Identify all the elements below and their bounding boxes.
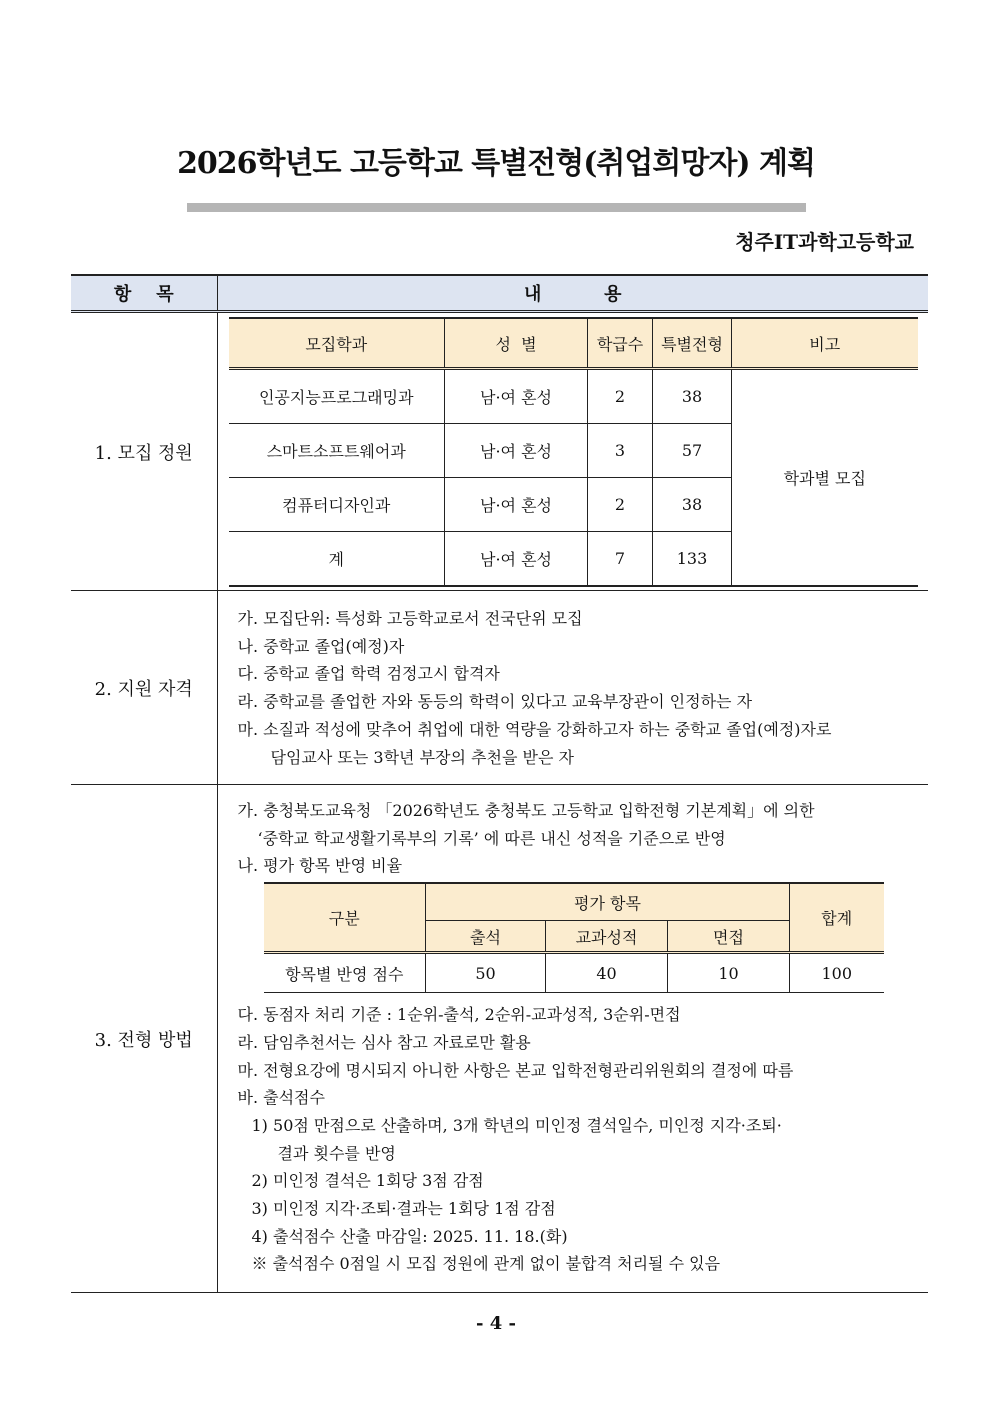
gender-cell: 남·여 혼성 <box>445 369 588 424</box>
special-count-cell: 57 <box>653 424 732 478</box>
section-label: 3. 전형 방법 <box>71 785 217 1293</box>
list-item: 나. 중학교 졸업(예정)자 <box>237 636 405 656</box>
list-item: 결과 횟수를 반영 <box>277 1143 396 1163</box>
list-item: 다. 동점자 처리 기준 : 1순위-출석, 2순위-교과성적, 3순위-면접 <box>237 1005 681 1025</box>
gender-cell: 남·여 혼성 <box>445 424 588 478</box>
section-eligibility <box>71 591 928 785</box>
header-item: 항 목 <box>71 275 217 312</box>
col-header: 비고 <box>732 318 918 369</box>
col-header: 특별전형 <box>653 318 732 369</box>
section-label: 1. 모집 정원 <box>71 312 217 591</box>
eval-header-total: 합계 <box>790 883 884 953</box>
class-count-cell: 3 <box>588 424 653 478</box>
section-label: 2. 지원 자격 <box>71 591 217 785</box>
dept-cell: 컴퓨터디자인과 <box>229 478 445 532</box>
class-count-cell: 2 <box>588 478 653 532</box>
special-count-cell: 133 <box>653 532 732 587</box>
table-row <box>264 953 884 993</box>
recruitment-table <box>229 317 918 587</box>
list-item: 라. 담임추천서는 심사 참고 자료로만 활용 <box>237 1032 531 1052</box>
list-item: 마. 소질과 적성에 맞추어 취업에 대한 역량을 강화하고자 하는 중학교 졸업(예정)자로 <box>237 719 832 739</box>
list-item: 바. 출석점수 <box>237 1088 325 1108</box>
col-header: 학급수 <box>588 318 653 369</box>
eval-value: 10 <box>668 953 790 993</box>
header-content: 내 용 <box>217 275 928 312</box>
list-item: 1) 50점 만점으로 산출하며, 3개 학년의 미인정 결석일수, 미인정 지각·조퇴· <box>251 1115 782 1135</box>
notice-item: ※ 출석점수 0점일 시 모집 정원에 관계 없이 불합격 처리될 수 있음 <box>251 1254 721 1274</box>
list-item: 마. 전형요강에 명시되지 아니한 사항은 본교 입학전형관리위원회의 결정에 따름 <box>237 1060 794 1080</box>
list-item: 라. 중학교를 졸업한 자와 동등의 학력이 있다고 교육부장관이 인정하는 자 <box>237 692 753 712</box>
eval-header-items: 평가 항목 <box>426 883 790 921</box>
page-number: - 4 - <box>476 1313 516 1334</box>
plan-table <box>71 274 928 1293</box>
dept-cell: 인공지능프로그래밍과 <box>229 369 445 424</box>
eval-value: 100 <box>790 953 884 993</box>
gender-cell: 남·여 혼성 <box>445 478 588 532</box>
list-item: ‘중학교 학교생활기록부의 기록’ 에 따른 내신 성적을 기준으로 반영 <box>257 828 726 848</box>
recruitment-header-row <box>229 318 918 369</box>
class-count-cell: 2 <box>588 369 653 424</box>
list-item: 가. 충청북도교육청 「2026학년도 충청북도 고등학교 입학전형 기본계획」에 의한 <box>237 801 815 820</box>
gender-cell: 남·여 혼성 <box>445 532 588 587</box>
evaluation-table <box>264 882 884 993</box>
eval-value: 50 <box>426 953 546 993</box>
list-item: 3) 미인정 지각·조퇴·결과는 1회당 1점 감점 <box>251 1199 556 1219</box>
eval-value: 40 <box>546 953 668 993</box>
dept-cell: 스마트소프트웨어과 <box>229 424 445 478</box>
eval-subheader: 출석 <box>426 921 546 953</box>
list-item: 나. 평가 항목 반영 비율 <box>237 856 403 876</box>
title-underline-bar <box>187 203 806 212</box>
list-item: 가. 모집단위: 특성화 고등학교로서 전국단위 모집 <box>237 609 583 628</box>
plan-table-header <box>71 275 928 312</box>
dept-cell: 계 <box>229 532 445 587</box>
class-count-cell: 7 <box>588 532 653 587</box>
table-row <box>229 369 918 424</box>
col-header: 성 별 <box>445 318 588 369</box>
col-header: 모집학과 <box>229 318 445 369</box>
special-count-cell: 38 <box>653 369 732 424</box>
list-item: 4) 출석점수 산출 마감일: 2025. 11. 18.(화) <box>251 1226 568 1246</box>
note-cell: 학과별 모집 <box>732 369 918 587</box>
eval-subheader: 면접 <box>668 921 790 953</box>
list-item: 다. 중학교 졸업 학력 검정고시 합격자 <box>237 664 500 684</box>
list-item: 담임교사 또는 3학년 부장의 추천을 받은 자 <box>270 747 574 767</box>
eval-row-label: 항목별 반영 점수 <box>264 953 426 993</box>
document-title: 2026학년도 고등학교 특별전형(취업희망자) 계획 <box>177 146 815 181</box>
section-selection-method <box>71 785 928 1293</box>
eval-header-gubun: 구분 <box>264 883 426 953</box>
list-item: 2) 미인정 결석은 1회당 3점 감점 <box>251 1171 484 1191</box>
eval-subheader: 교과성적 <box>546 921 668 953</box>
special-count-cell: 38 <box>653 478 732 532</box>
school-name: 청주IT과학고등학교 <box>735 230 914 254</box>
section-recruitment <box>71 312 928 591</box>
